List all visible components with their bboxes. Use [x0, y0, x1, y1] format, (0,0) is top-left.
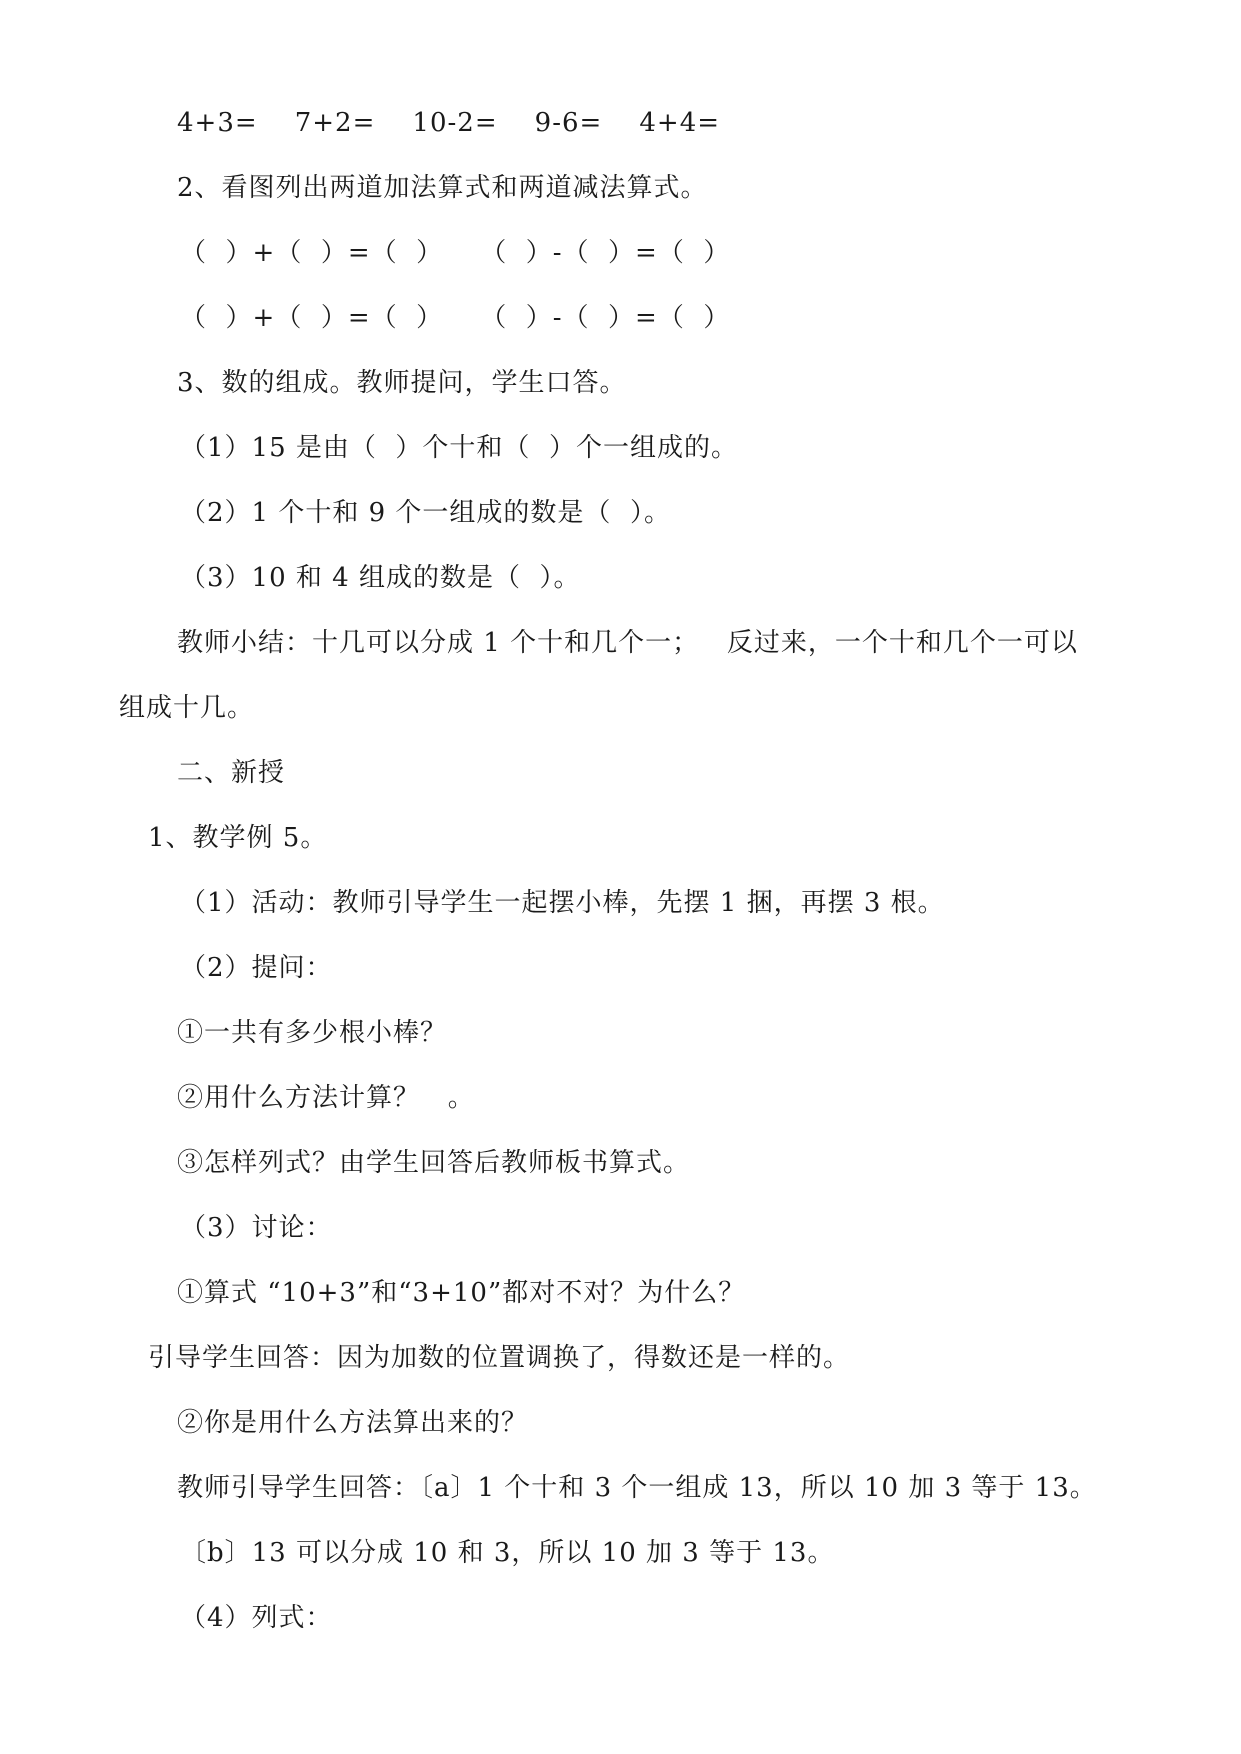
- task-3-heading: 3、数的组成。教师提问，学生口答。: [177, 368, 627, 398]
- activity-step: （1）活动：教师引导学生一起摆小棒，先摆 1 捆，再摆 3 根。: [180, 888, 945, 918]
- teacher-summary-continued: 组成十几。: [119, 693, 255, 723]
- teacher-guided-answer-b: 〔b〕13 可以分成 10 和 3，所以 10 加 3 等于 13。: [180, 1538, 835, 1568]
- question-1: （1）15 是由（ ）个十和（ ）个一组成的。: [180, 433, 738, 463]
- equation-blanks-row-1: （ ）+（ ）=（ ） （ ）-（ ）=（ ）: [180, 238, 731, 268]
- sub-question-3: ③怎样列式？由学生回答后教师板书算式。: [177, 1148, 691, 1178]
- exercise-equations: 4+3= 7+2= 10-2= 9-6= 4+4=: [177, 108, 721, 138]
- sub-question-1: ①一共有多少根小棒？: [177, 1018, 448, 1048]
- teacher-guided-answer-a: 教师引导学生回答：〔a〕1 个十和 3 个一组成 13，所以 10 加 3 等于 13。: [177, 1473, 1097, 1503]
- equation-blanks-row-2: （ ）+（ ）=（ ） （ ）-（ ）=（ ）: [180, 303, 731, 333]
- equation-step: （4）列式：: [180, 1603, 333, 1633]
- task-2-heading: 2、看图列出两道加法算式和两道减法算式。: [177, 173, 708, 203]
- discussion-step: （3）讨论：: [180, 1213, 333, 1243]
- discussion-question-1: ①算式 “10+3”和“3+10”都对不对？为什么？: [177, 1278, 746, 1308]
- section-heading-new-lesson: 二、新授: [177, 758, 286, 788]
- question-step: （2）提问：: [180, 953, 333, 983]
- sub-question-2: ②用什么方法计算？ 。: [177, 1083, 475, 1113]
- question-3: （3）10 和 4 组成的数是（ ）。: [180, 563, 581, 593]
- example-heading: 1、教学例 5。: [148, 823, 328, 853]
- question-2: （2）1 个十和 9 个一组成的数是（ ）。: [180, 498, 671, 528]
- guided-answer: 引导学生回答：因为加数的位置调换了，得数还是一样的。: [148, 1343, 851, 1373]
- discussion-question-2: ②你是用什么方法算出来的？: [177, 1408, 529, 1438]
- teacher-summary: 教师小结：十几可以分成 1 个十和几个一； 反过来，一个十和几个一可以: [177, 628, 1078, 658]
